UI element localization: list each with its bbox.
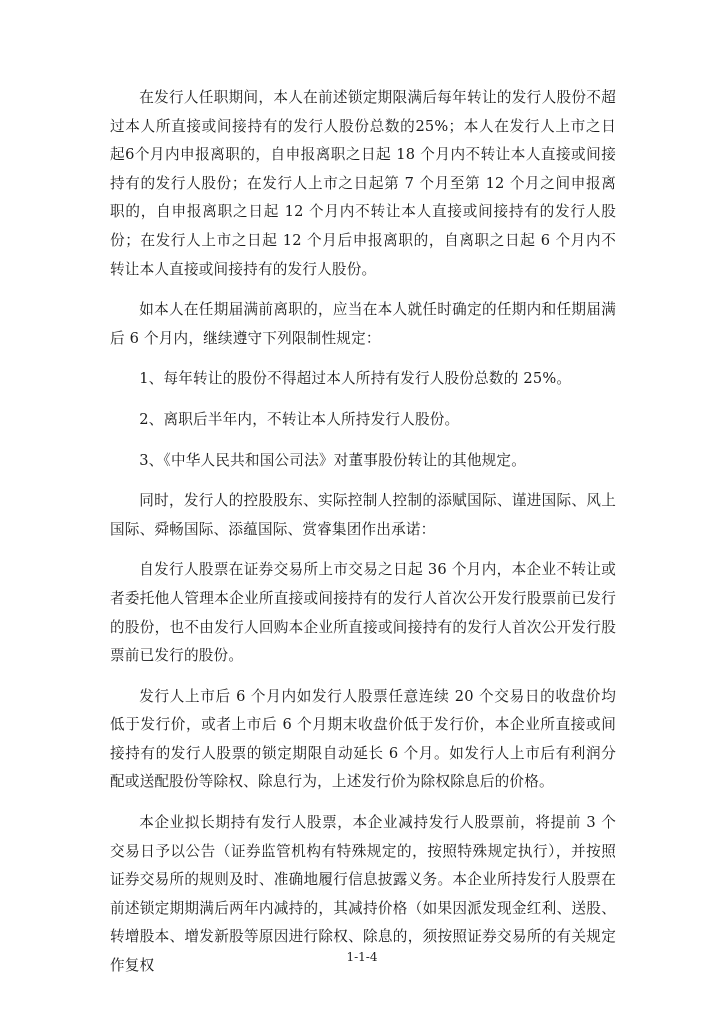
paragraph-early-resignation: 如本人在任期届满前离职的，应当在本人就任时确定的任期内和任期届满后 6 个月内，继续遵守下列限制性规定： bbox=[110, 301, 616, 347]
list-item-annual-transfer-cap: 1、每年转让的股份不得超过本人所持有发行人股份总数的 25%。 bbox=[139, 370, 572, 388]
paragraph-lockup-extension: 发行人上市后 6 个月内如发行人股票任意连续 20 个交易日的收盘价均低于发行价，或者上市后 6 个月期末收盘价低于发行价，本企业所直接或间接持有的发行人股票的锁定期限自动延长 6 个月。如发行人上市后有利润分配或送配股份等除权、除息行为，上述发行价为除权除息后的价格。 bbox=[110, 687, 616, 791]
paragraph-36-month-lockup: 自发行人股票在证券交易所上市交易之日起 36 个月内，本企业不转让或者委托他人管理本企业所直接或间接持有的发行人首次公开发行股票前已发行的股份，也不由发行人回购本企业所直接或间接持有的发行人首次公开发行股票前已发行的股份。 bbox=[110, 561, 616, 665]
list-item-half-year-restriction: 2、离职后半年内，不转让本人所持发行人股份。 bbox=[139, 410, 460, 428]
paragraph-tenure-transfer-limit: 在发行人任职期间，本人在前述锁定期限满后每年转让的发行人股份不超过本人所直接或间接持有的发行人股份总数的25%；本人在发行人上市之日起6个月内申报离职的，自申报离职之日起 18 个月内不转让本人直接或间接持有的发行人股份；在发行人上市之日起第 7 个月至第 12 个月之间申报离职的，自申报离职之日起 12 个月内不转让本人直接或间接持有的发行人股份；在发行人上市之日起 12 个月后申报离职的，自离职之日起 6 个月内不转让本人直接或间接持有的发行人股份。 bbox=[110, 89, 616, 278]
list-item-company-law-rules: 3、《中华人民共和国公司法》对董事股份转让的其他规定。 bbox=[139, 451, 527, 469]
paragraph-controlling-shareholders-commitment: 同时，发行人的控股股东、实际控制人控制的添赋国际、谨进国际、风上国际、舜畅国际、添蕴国际、赏睿集团作出承诺： bbox=[110, 492, 616, 538]
paragraph-reduction-announcement: 本企业拟长期持有发行人股票，本企业减持发行人股票前，将提前 3 个交易日予以公告（证券监管机构有特殊规定的，按照特殊规定执行），并按照证券交易所的规则及时、准确地履行信息披露义务。本企业所持发行人股票在前述锁定期期满后两年内减持的，其减持价格（如果因派发现金红利、送股、转增股本、增发新股等原因进行除权、除息的，须按照证券交易所的有关规定作复权 bbox=[110, 814, 616, 975]
document-body bbox=[110, 84, 616, 993]
page-number: 1-1-4 bbox=[346, 950, 378, 964]
